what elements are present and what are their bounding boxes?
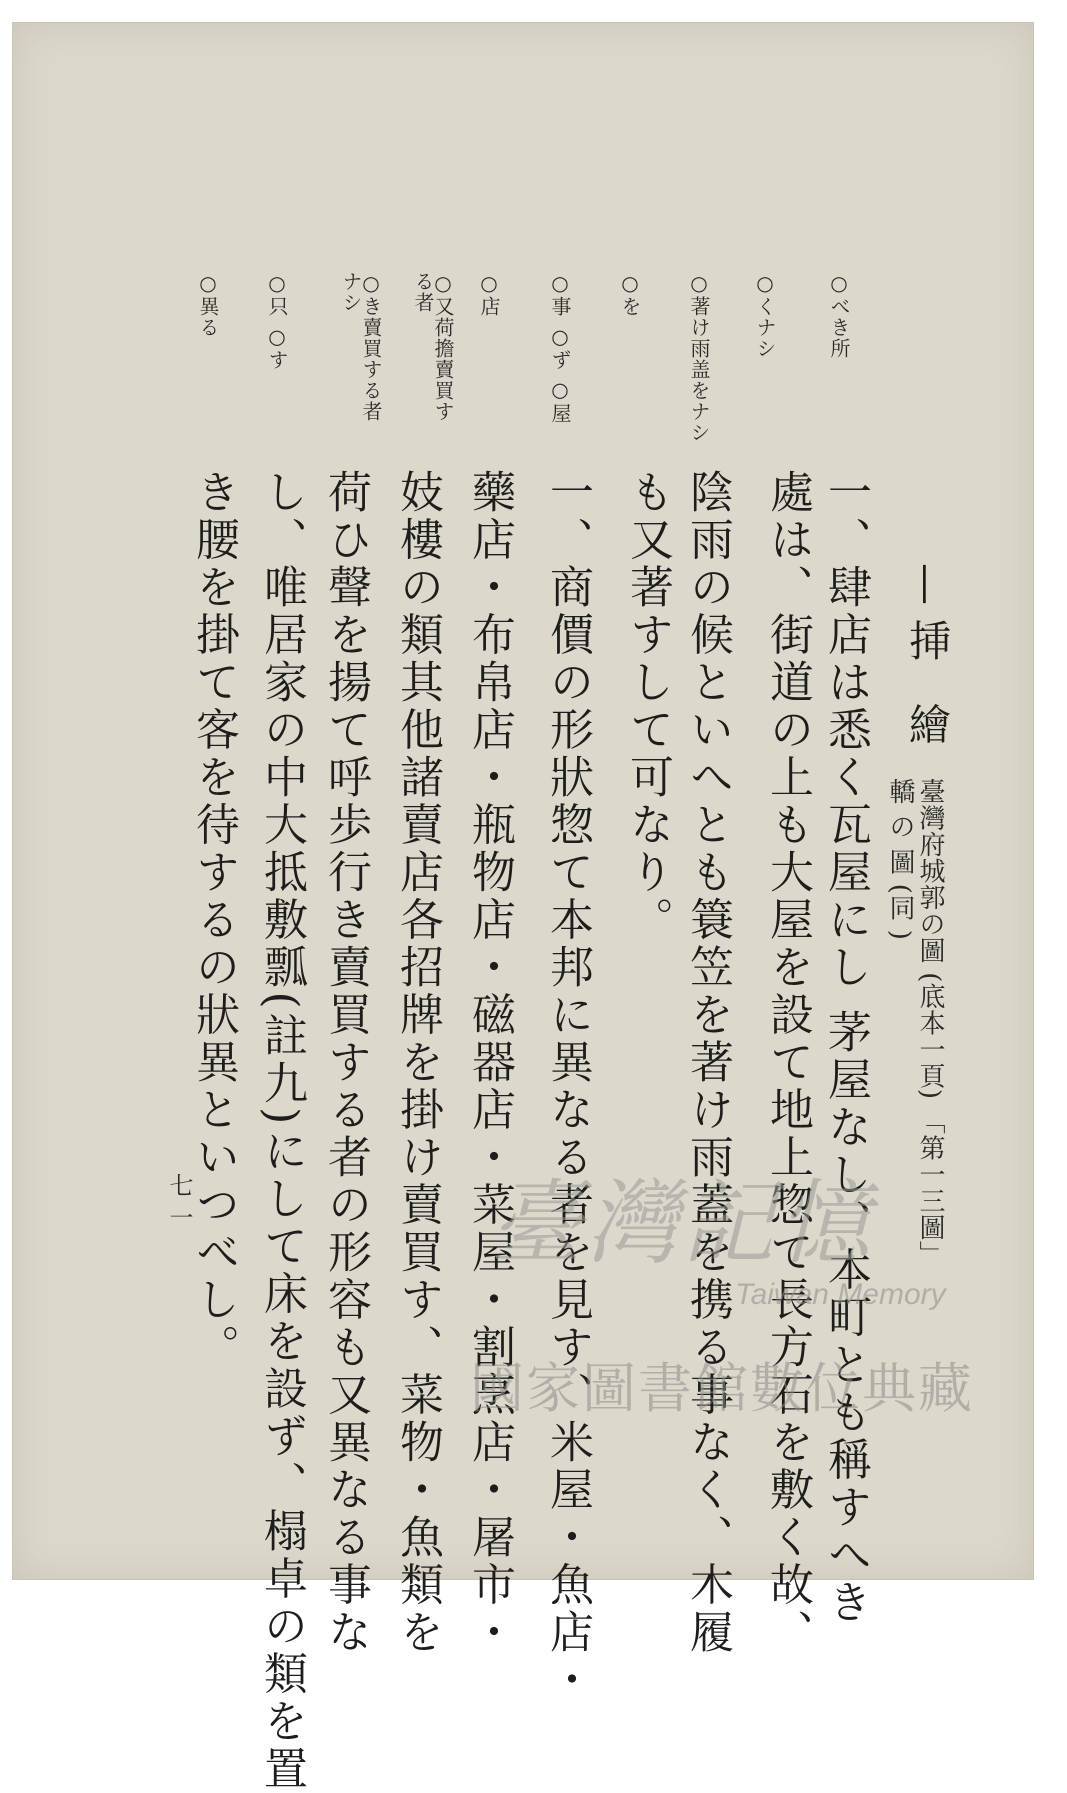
note-8: ○き賣買する者ナシ: [339, 271, 383, 422]
watermark-english: Taiwan Memory: [735, 1278, 946, 1311]
watermark-institution: 國家圖書館數位典藏: [470, 1357, 974, 1420]
watermark-main: 臺灣記憶: [490, 1170, 875, 1277]
body-column-8: 荷ひ聲を揚て呼歩行き賣買する者の形容も又異なる事な: [320, 469, 371, 1657]
note-9: ○只 ○す: [265, 271, 289, 371]
section-heading: —挿 繪: [903, 563, 952, 759]
note-5: ○事 ○ず ○屋: [548, 271, 572, 424]
note-3: ○著け雨盖をナシ: [687, 271, 711, 443]
page-number: 七一: [165, 1173, 193, 1237]
body-column-4: も又著すして可なり。: [622, 469, 673, 944]
note-6: ○店: [477, 271, 501, 317]
book-page: [12, 22, 1034, 1793]
body-column-7: 妓樓の類其他諸賣店各招牌を掛け賣買す、菜物・魚類を: [392, 469, 443, 1657]
note-4: ○を: [618, 271, 642, 317]
body-column-2: 處は、街道の上も大屋を設て地上惣て長方石を敷く故、: [762, 469, 813, 1657]
note-2: ○くナシ: [753, 271, 777, 359]
body-column-1: 一、肆店は悉く瓦屋にし 茅屋なし、本町とも稱すへき: [820, 469, 871, 1627]
figure-caption-1: 臺灣府城郭の圖 (底本一頁) 「第一三圖」: [915, 778, 945, 1268]
body-column-6: 藥店・布帛店・瓶物店・磁器店・菜屋・割烹店・屠市・: [464, 469, 515, 1657]
note-1: ○べき所: [827, 271, 851, 359]
body-column-9: し、唯居家の中大抵敷瓢(註九)にして床を設ず、榻卓の類を置: [256, 469, 307, 1793]
body-column-3: 陰雨の候といへとも簑笠を著け雨蓋を携る事なく、木履: [682, 469, 733, 1657]
body-column-10: き腰を掛て客を待するの狀異といつべし。: [188, 469, 239, 1372]
body-column-5: 一、商價の形狀惣て本邦に異なる者を見す、米屋・魚店・: [542, 469, 593, 1704]
note-10: ○異る: [196, 271, 220, 338]
figure-caption-2: 轎 の 圖 (同 ): [885, 778, 915, 941]
note-7: ○又荷擔賣買する者: [411, 271, 455, 422]
